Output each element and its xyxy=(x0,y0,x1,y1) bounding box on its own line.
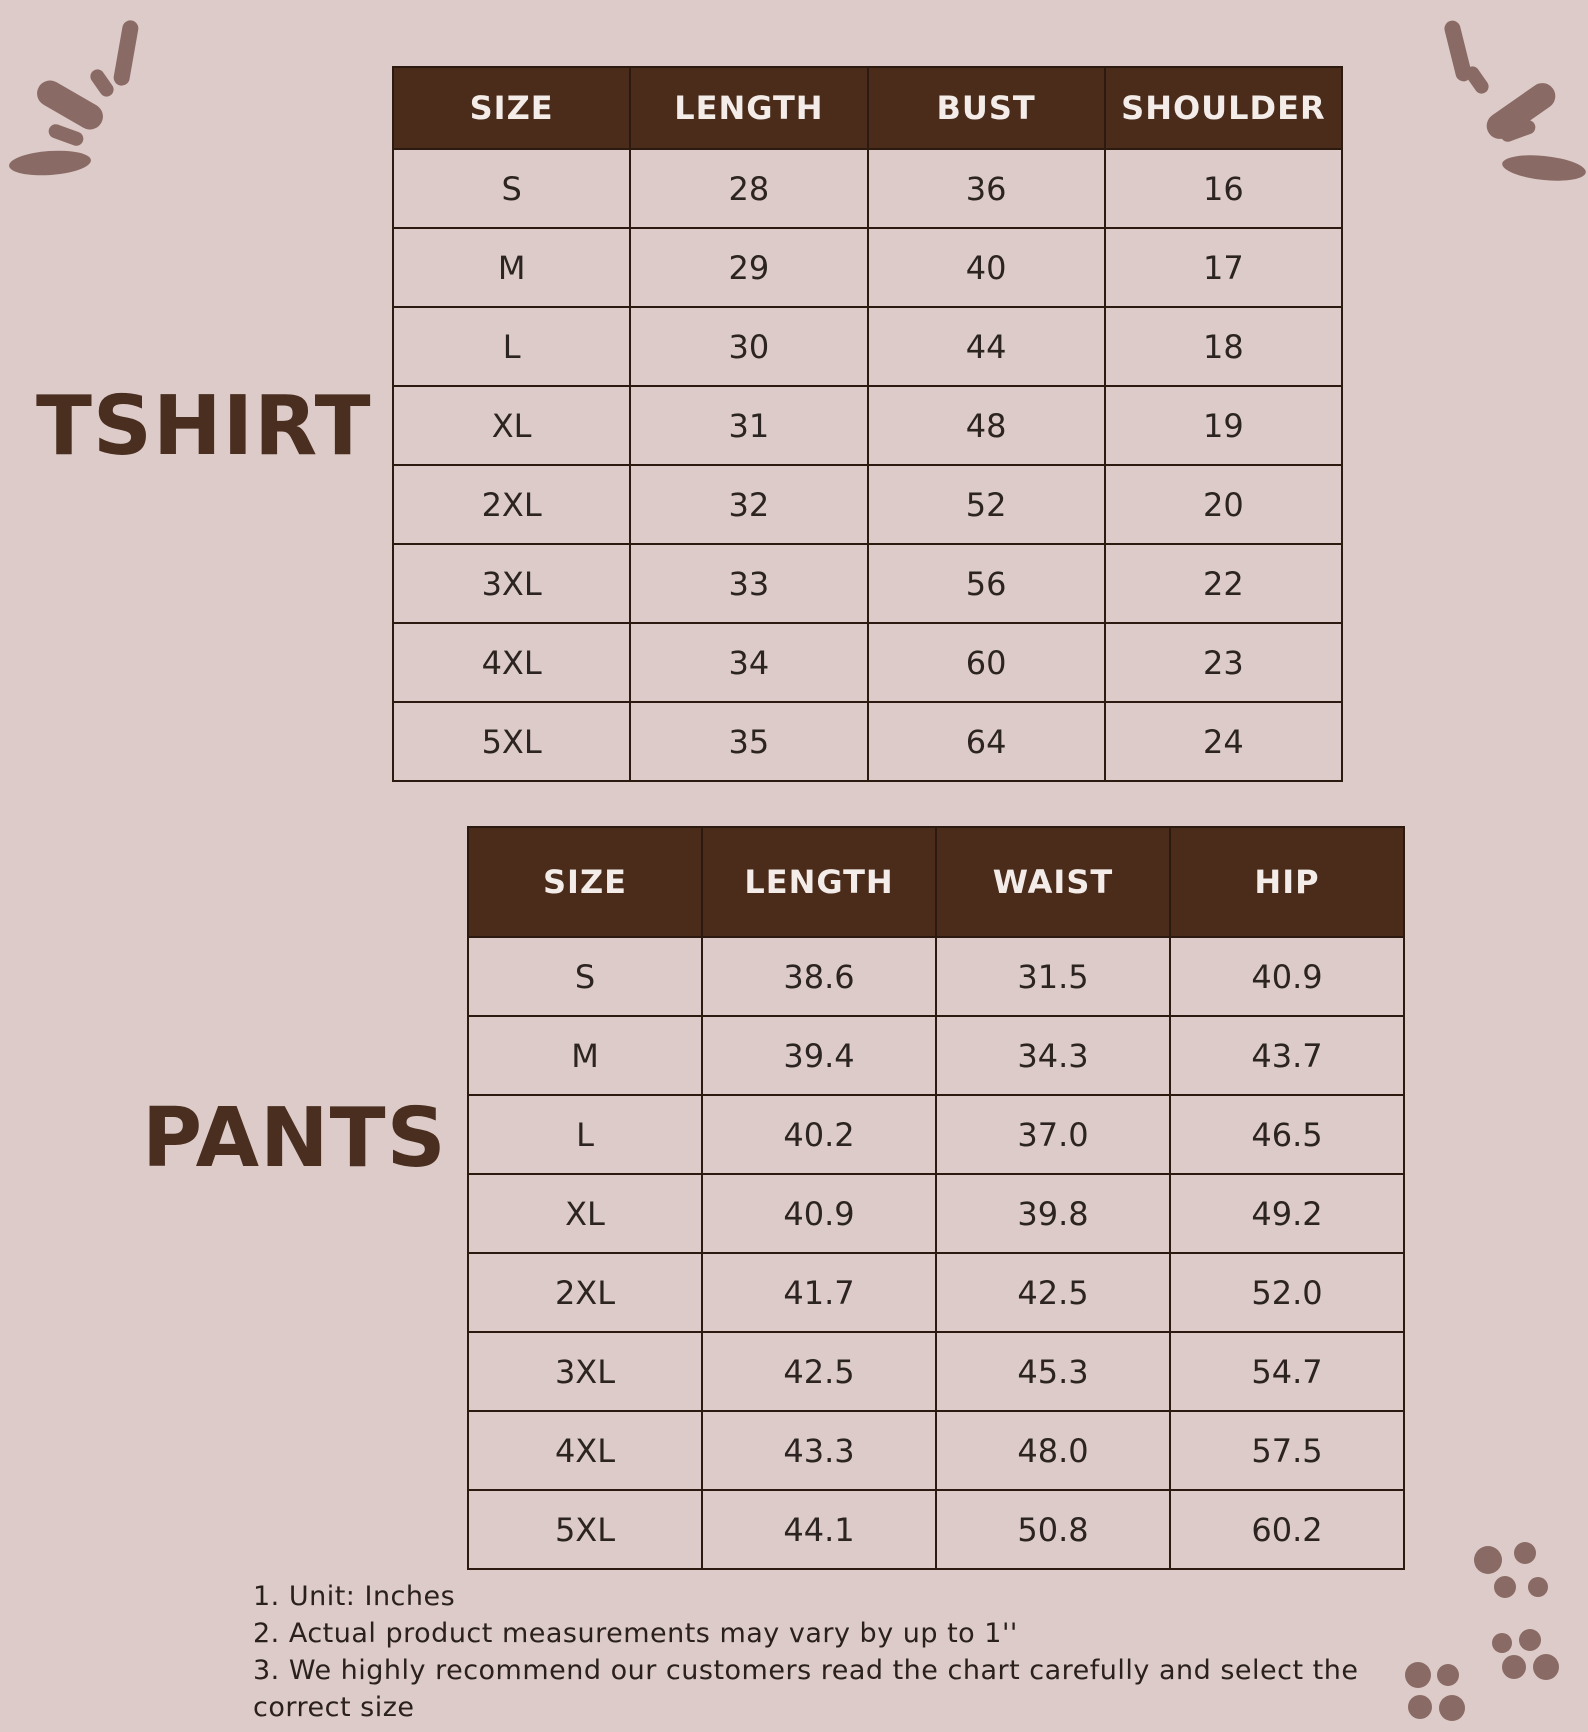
table-cell: 35 xyxy=(630,702,867,781)
table-cell: 31 xyxy=(630,386,867,465)
table-row xyxy=(393,149,1342,228)
table-row xyxy=(393,307,1342,386)
table-cell: 38.6 xyxy=(702,937,936,1016)
table-cell: 22 xyxy=(1105,544,1342,623)
table-cell: 32 xyxy=(630,465,867,544)
table-cell: 56 xyxy=(868,544,1105,623)
table-cell: 46.5 xyxy=(1170,1095,1404,1174)
tshirt-title: TSHIRT xyxy=(36,379,372,474)
table-row xyxy=(393,544,1342,623)
table-cell: 29 xyxy=(630,228,867,307)
table-cell: 57.5 xyxy=(1170,1411,1404,1490)
table-cell: 40.9 xyxy=(702,1174,936,1253)
table-cell: 42.5 xyxy=(702,1332,936,1411)
table-row xyxy=(468,1016,1404,1095)
note-line: 2. Actual product measurements may vary by up to 1'' xyxy=(253,1618,1018,1649)
table-cell: 20 xyxy=(1105,465,1342,544)
table-cell: S xyxy=(468,937,702,1016)
paw-print-icon xyxy=(1468,1535,1558,1605)
table-cell: 28 xyxy=(630,149,867,228)
table-cell: 2XL xyxy=(393,465,630,544)
table-cell: 43.7 xyxy=(1170,1016,1404,1095)
column-header: SHOULDER xyxy=(1105,67,1342,149)
table-row xyxy=(393,228,1342,307)
table-cell: 17 xyxy=(1105,228,1342,307)
table-cell: 36 xyxy=(868,149,1105,228)
column-header: LENGTH xyxy=(630,67,867,149)
table-cell: L xyxy=(393,307,630,386)
table-cell: 50.8 xyxy=(936,1490,1170,1569)
table-row xyxy=(393,623,1342,702)
table-cell: XL xyxy=(468,1174,702,1253)
sparkle-lines-icon xyxy=(1430,10,1588,190)
table-cell: 44.1 xyxy=(702,1490,936,1569)
column-header: BUST xyxy=(868,67,1105,149)
table-cell: 40 xyxy=(868,228,1105,307)
table-cell: 3XL xyxy=(468,1332,702,1411)
column-header: HIP xyxy=(1170,827,1404,937)
table-cell: 2XL xyxy=(468,1253,702,1332)
table-cell: 5XL xyxy=(393,702,630,781)
table-cell: 40.9 xyxy=(1170,937,1404,1016)
table-cell: 4XL xyxy=(468,1411,702,1490)
column-header: SIZE xyxy=(393,67,630,149)
table-cell: 48.0 xyxy=(936,1411,1170,1490)
table-row xyxy=(468,1332,1404,1411)
table-cell: 41.7 xyxy=(702,1253,936,1332)
table-cell: 31.5 xyxy=(936,937,1170,1016)
table-cell: M xyxy=(468,1016,702,1095)
table-cell: 43.3 xyxy=(702,1411,936,1490)
table-row xyxy=(393,465,1342,544)
table-row xyxy=(468,937,1404,1016)
table-cell: 39.4 xyxy=(702,1016,936,1095)
table-row xyxy=(468,1095,1404,1174)
table-cell: M xyxy=(393,228,630,307)
table-cell: 54.7 xyxy=(1170,1332,1404,1411)
table-cell: S xyxy=(393,149,630,228)
sparkle-lines-icon xyxy=(0,10,150,190)
note-line: correct size xyxy=(253,1692,415,1723)
table-cell: 18 xyxy=(1105,307,1342,386)
table-cell: 60.2 xyxy=(1170,1490,1404,1569)
table-header-row xyxy=(468,827,1404,937)
table-cell: 16 xyxy=(1105,149,1342,228)
pants-title: PANTS xyxy=(142,1091,447,1186)
table-cell: 42.5 xyxy=(936,1253,1170,1332)
table-cell: 33 xyxy=(630,544,867,623)
paw-print-icon xyxy=(1480,1625,1570,1695)
table-header-row xyxy=(393,67,1342,149)
table-row xyxy=(393,386,1342,465)
table-cell: 52 xyxy=(868,465,1105,544)
table-row xyxy=(468,1174,1404,1253)
table-cell: 60 xyxy=(868,623,1105,702)
table-cell: 44 xyxy=(868,307,1105,386)
column-header: WAIST xyxy=(936,827,1170,937)
table-cell: 34 xyxy=(630,623,867,702)
table-cell: 49.2 xyxy=(1170,1174,1404,1253)
table-cell: 5XL xyxy=(468,1490,702,1569)
table-cell: 19 xyxy=(1105,386,1342,465)
table-cell: 52.0 xyxy=(1170,1253,1404,1332)
column-header: SIZE xyxy=(468,827,702,937)
table-row xyxy=(468,1253,1404,1332)
note-line: 3. We highly recommend our customers read the chart carefully and select the xyxy=(253,1655,1359,1686)
table-row xyxy=(393,702,1342,781)
table-cell: 64 xyxy=(868,702,1105,781)
table-cell: 48 xyxy=(868,386,1105,465)
table-cell: 4XL xyxy=(393,623,630,702)
table-cell: 30 xyxy=(630,307,867,386)
pants-size-table xyxy=(467,826,1405,1570)
table-cell: 40.2 xyxy=(702,1095,936,1174)
table-row xyxy=(468,1490,1404,1569)
paw-print-icon xyxy=(1400,1655,1480,1732)
table-cell: 34.3 xyxy=(936,1016,1170,1095)
table-cell: 3XL xyxy=(393,544,630,623)
table-cell: 39.8 xyxy=(936,1174,1170,1253)
table-cell: XL xyxy=(393,386,630,465)
table-cell: 24 xyxy=(1105,702,1342,781)
table-cell: 23 xyxy=(1105,623,1342,702)
column-header: LENGTH xyxy=(702,827,936,937)
table-cell: L xyxy=(468,1095,702,1174)
size-notes xyxy=(253,1578,1403,1726)
table-cell: 45.3 xyxy=(936,1332,1170,1411)
note-line: 1. Unit: Inches xyxy=(253,1581,456,1612)
tshirt-size-table xyxy=(392,66,1343,782)
table-row xyxy=(468,1411,1404,1490)
table-cell: 37.0 xyxy=(936,1095,1170,1174)
